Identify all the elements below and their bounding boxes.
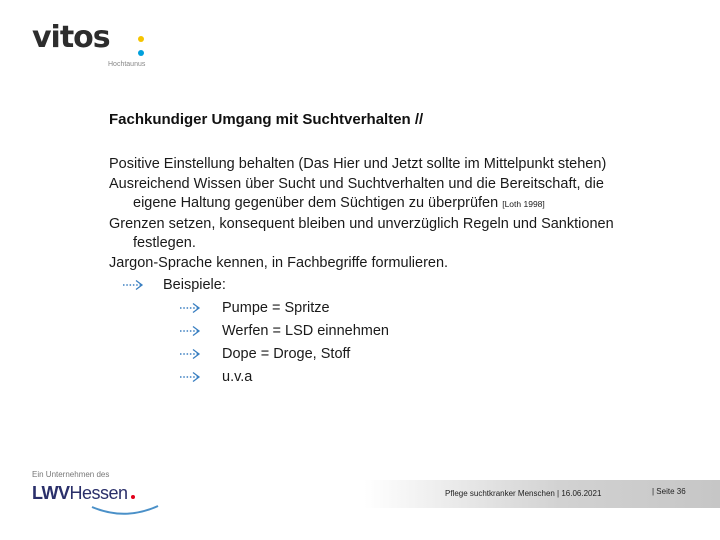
bullet-line-continued: [109, 194, 709, 215]
bullet-line: Grenzen setzen, konsequent bleiben und unverzüglich Regeln und Sanktionen: [109, 215, 614, 232]
org-wordmark: [32, 483, 135, 504]
citation: [Loth 1998]: [502, 199, 545, 210]
page-number: | Seite 36: [652, 487, 686, 496]
bullet-line: Jargon-Sprache kennen, in Fachbegriffe formulieren.: [109, 254, 449, 271]
bullet-line: Ausreichend Wissen über Sucht und Suchtverhalten und die Bereitschaft, die: [109, 175, 604, 192]
examples-item: [109, 274, 709, 297]
example-text: Werfen = LSD einnehmen: [222, 322, 389, 339]
logo-dot-bottom: [138, 50, 144, 56]
logo-wordmark: vitos: [32, 20, 110, 55]
dotted-arrow-icon: [179, 325, 201, 337]
logo-dot-top: [138, 36, 144, 42]
example-item: [109, 366, 709, 389]
example-item: [109, 297, 709, 320]
example-item: [109, 320, 709, 343]
bullet-line-continued: festlegen.: [133, 235, 196, 252]
example-text: u.v.a: [222, 368, 253, 385]
org-accent-dot: [131, 495, 135, 499]
org-name-rest: Hessen: [69, 483, 128, 503]
footer-caption: Pflege suchtkranker Menschen | 16.06.2021: [445, 489, 602, 498]
slide-body: [109, 155, 709, 389]
dotted-arrow-icon: [179, 348, 201, 360]
org-name-bold: LWV: [32, 483, 70, 503]
vitos-logo: [32, 20, 146, 68]
swoosh-icon: [90, 503, 160, 519]
dotted-arrow-icon: [179, 302, 201, 314]
examples-label: Beispiele:: [163, 276, 226, 293]
bullet-line: Positive Einstellung behalten (Das Hier und Jetzt sollte im Mittelpunkt stehen): [109, 156, 607, 172]
example-item: [109, 343, 709, 366]
org-tagline: Ein Unternehmen des: [32, 470, 110, 479]
example-text: Pumpe = Spritze: [222, 299, 330, 316]
lwv-hessen-logo: [32, 470, 135, 504]
dotted-arrow-icon: [122, 279, 144, 291]
logo-colon: [136, 30, 146, 60]
bullet-line-text: eigene Haltung gegenüber dem Süchtigen zu überprüfen: [133, 195, 499, 212]
dotted-arrow-icon: [179, 371, 201, 383]
example-text: Dope = Droge, Stoff: [222, 345, 351, 362]
slide-title: Fachkundiger Umgang mit Suchtverhalten //: [109, 111, 424, 128]
logo-subtitle: Hochtaunus: [108, 61, 146, 68]
